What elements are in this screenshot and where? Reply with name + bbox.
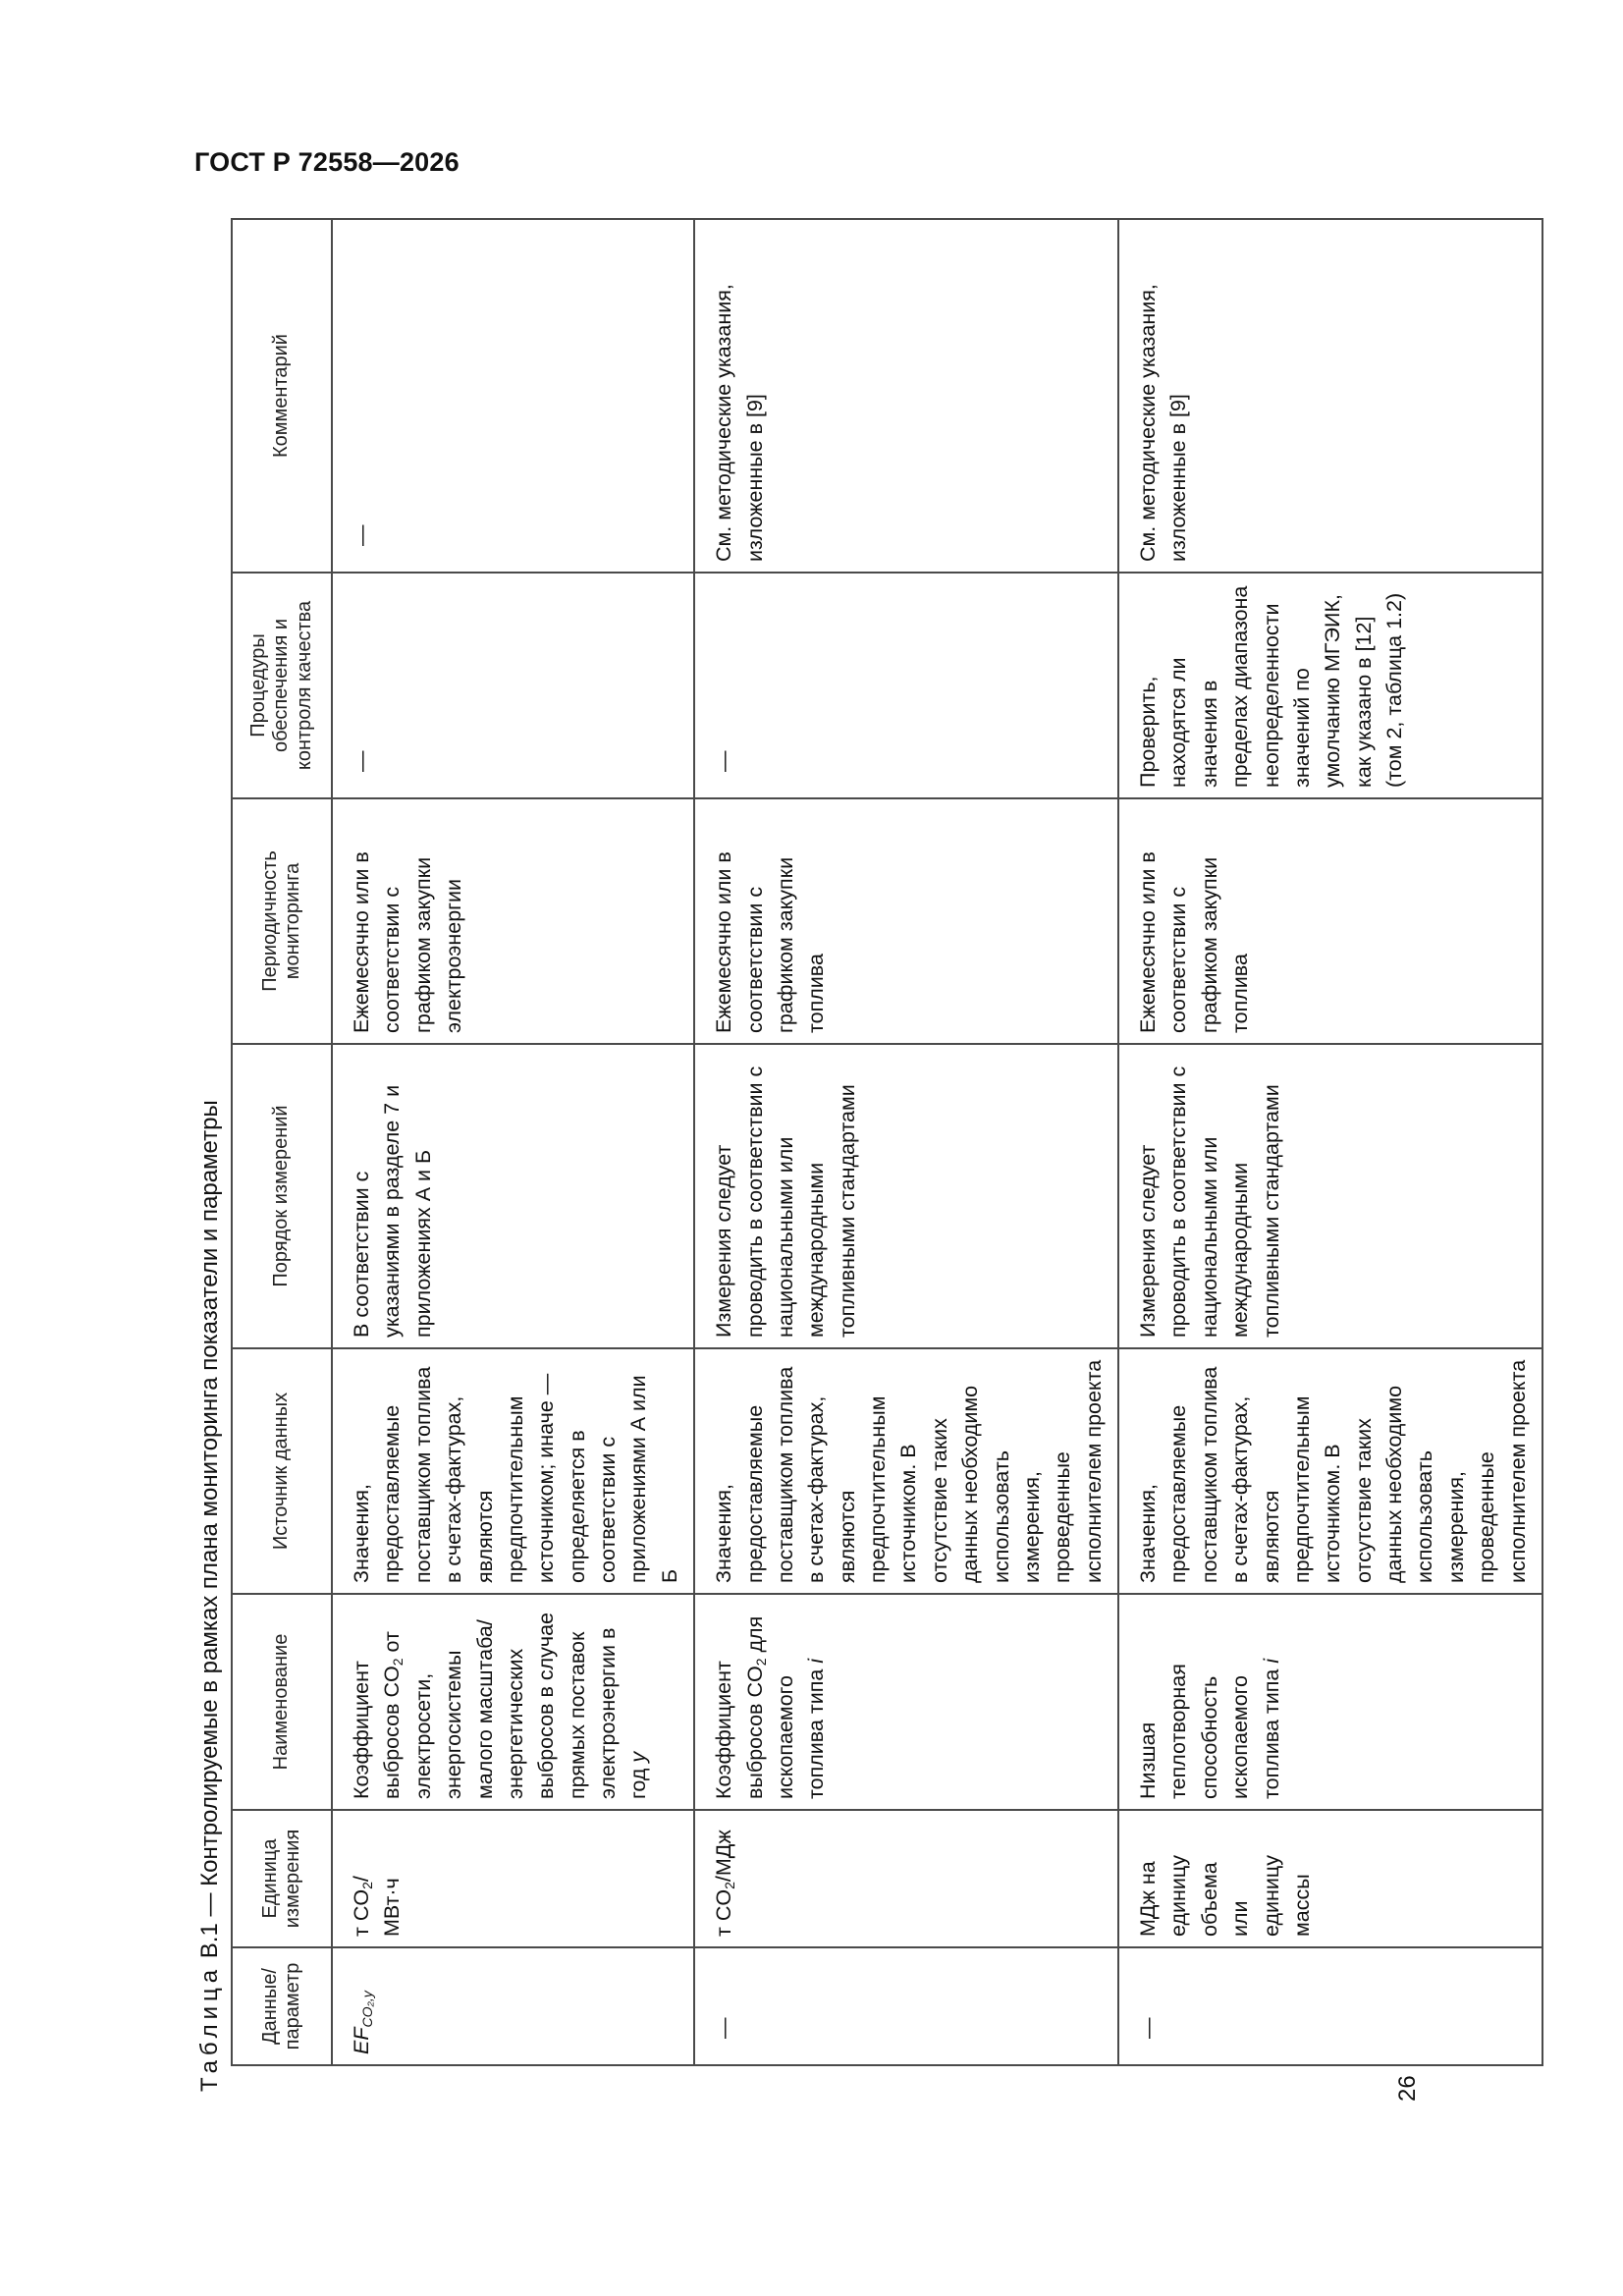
- page-number: 26: [1394, 2075, 1421, 2102]
- name-italic-var: i: [1259, 1658, 1283, 1664]
- col-header-source: Источник данных: [232, 1348, 332, 1594]
- cell-qa: Проверить, находятся ли значения в пределах диапазона неопределенности значений по умолчанию МГЭИК, как указано в [12] (том 2, таблица 1.2): [1118, 573, 1542, 798]
- cell-comment: —: [332, 219, 694, 573]
- col-header-qa: Процедуры обеспечения и контроля качества: [232, 573, 332, 798]
- name-subscript: 2: [390, 1658, 406, 1667]
- col-header-frequency: Периодичность мониторинга: [232, 798, 332, 1044]
- param-subscript: CO₂,y: [359, 1991, 375, 2028]
- cell-frequency: Ежемесячно или в соответствии с графиком закупки топлива: [694, 798, 1118, 1044]
- name-text: Коэффициент выбросов CO: [712, 1661, 767, 1799]
- name-text-suffix: от электросети, энергосистемы малого масштаба/энергетических выбросов в случае прямых поставок электроэнергии в год: [380, 1612, 651, 1799]
- table-caption-text: В.1 — Контролируемые в рамках плана мониторинга показатели и параметры: [196, 1100, 223, 1965]
- col-header-unit: Единица измерения: [232, 1810, 332, 1947]
- cell-method: В соответствии с указаниями в разделе 7 и приложениях А и Б: [332, 1044, 694, 1348]
- table-row: [694, 219, 1118, 2065]
- unit-subscript: 2: [359, 1882, 375, 1889]
- table-caption: [196, 1100, 224, 2092]
- col-header-method: Порядок измерений: [232, 1044, 332, 1348]
- cell-frequency: Ежемесячно или в соответствии с графиком закупки электроэнергии: [332, 798, 694, 1044]
- cell-source: Значения, предоставляемые поставщиком топлива в счетах-фактурах, являются предпочтительным источником. В отсутствие таких данных необходимо использовать измерения, проведенные исполнителем проекта: [694, 1348, 1118, 1594]
- cell-qa: —: [694, 573, 1118, 798]
- cell-param: —: [1118, 1947, 1542, 2065]
- name-text: Низшая теплотворная способность ископаемого топлива типа: [1136, 1663, 1283, 1799]
- unit-subscript: 2: [722, 1882, 738, 1889]
- name-text: Коэффициент выбросов CO: [350, 1661, 405, 1799]
- param-symbol: EF: [350, 2027, 373, 2054]
- cell-name: [332, 1594, 694, 1810]
- unit-text: т CO: [350, 1888, 373, 1937]
- table-header-row: [232, 219, 332, 2065]
- cell-method: Измерения следует проводить в соответствии с национальными или международными топливными стандартами: [1118, 1044, 1542, 1348]
- cell-name: [694, 1594, 1118, 1810]
- table-caption-prefix: Таблица: [196, 1964, 223, 2092]
- unit-text-suffix: /МДж: [712, 1830, 736, 1883]
- cell-comment: См. методические указания, изложенные в [9]: [694, 219, 1118, 573]
- cell-comment: См. методические указания, изложенные в [9]: [1118, 219, 1542, 573]
- cell-source: Значения, предоставляемые поставщиком топлива в счетах-фактурах, являются предпочтительным источником. В отсутствие таких данных необходимо использовать измерения, проведенные исполнителем проекта: [1118, 1348, 1542, 1594]
- table-row: [1118, 219, 1542, 2065]
- cell-source: Значения, предоставляемые поставщиком топлива в счетах-фактурах, являются предпочтительным источником; иначе — определяется в соответствии с приложениями А или Б: [332, 1348, 694, 1594]
- unit-text: т CO: [712, 1888, 736, 1937]
- cell-param: [332, 1947, 694, 2065]
- cell-frequency: Ежемесячно или в соответствии с графиком закупки топлива: [1118, 798, 1542, 1044]
- col-header-name: Наименование: [232, 1594, 332, 1810]
- cell-qa: —: [332, 573, 694, 798]
- name-text-suffix: для ископаемого топлива типа: [742, 1615, 829, 1799]
- name-italic-var: y: [626, 1751, 651, 1763]
- cell-unit: МДж на единицу объема или единицу массы: [1118, 1810, 1542, 1947]
- cell-unit: [694, 1810, 1118, 1947]
- document-code-header: ГОСТ Р 72558—2026: [194, 147, 460, 177]
- rotated-table-block: [177, 216, 1530, 2102]
- col-header-param: Данные/ параметр: [232, 1947, 332, 2065]
- cell-name: [1118, 1594, 1542, 1810]
- col-header-comment: Комментарий: [232, 219, 332, 573]
- table-row: [332, 219, 694, 2065]
- unit-text-suffix: /МВт·ч: [350, 1876, 405, 1937]
- name-italic-var: i: [804, 1658, 829, 1664]
- cell-param: —: [694, 1947, 1118, 2065]
- monitoring-parameters-table: [231, 218, 1543, 2066]
- name-subscript: 2: [752, 1658, 769, 1667]
- cell-method: Измерения следует проводить в соответствии с национальными или международными топливными стандартами: [694, 1044, 1118, 1348]
- cell-unit: [332, 1810, 694, 1947]
